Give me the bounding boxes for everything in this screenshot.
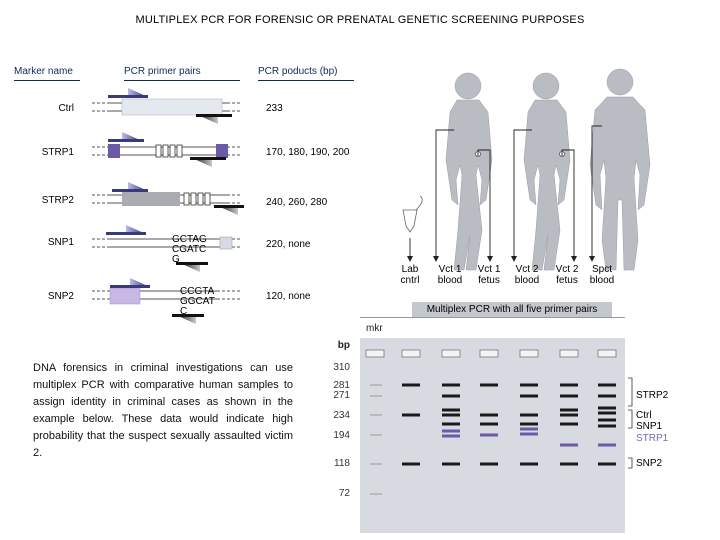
lane-label-line: Vct 1 [477, 264, 501, 275]
bp-value: 118 [334, 458, 350, 469]
header-marker-name: Marker name [14, 66, 73, 77]
snp1-sequence [172, 235, 207, 265]
product-sizes: 170, 180, 190, 200 [266, 147, 350, 158]
gel-band [402, 414, 420, 417]
header-primer-pairs: PCR primer pairs [124, 66, 201, 77]
gel-band [520, 414, 538, 417]
gel-band [480, 434, 498, 437]
gel-band [402, 384, 420, 387]
band-label-snp1: SNP1 [636, 421, 663, 432]
bp-value: 194 [333, 430, 350, 441]
bp-value: 271 [333, 390, 350, 401]
lane-label [393, 264, 427, 286]
product-sizes: 120, none [266, 291, 311, 302]
sequence-line: CGATC [172, 244, 207, 255]
gel-band [560, 395, 578, 398]
lane-label [510, 264, 544, 286]
lane-label-line: Vct 2 [555, 264, 579, 275]
lane-label-line: fetus [478, 275, 500, 286]
description-paragraph: DNA forensics in criminal investigations can use multiplex PCR with comparative human samples to assign identity in criminal cases as shown in the example below. These data would indicate high probability that the suspect sexually assaulted victim 2. [33, 362, 293, 459]
gel-band [480, 423, 498, 426]
lane-label [433, 264, 467, 286]
gel-band [442, 384, 460, 387]
lane-label-line: blood [514, 275, 540, 286]
gel-band [402, 463, 420, 466]
sequence-line: C [180, 306, 188, 317]
bp-value: 72 [338, 488, 350, 499]
marker-name: Ctrl [58, 103, 74, 114]
marker-name: STRP1 [41, 147, 74, 158]
gel-band [442, 423, 460, 426]
snp2-sequence [180, 287, 215, 317]
lane-label-line: cntrl [400, 275, 420, 286]
gel-band [520, 384, 538, 387]
bp-value: 281 [333, 380, 350, 391]
multiplex-banner: Multiplex PCR with all five primer pairs [412, 302, 612, 317]
gel-band [598, 407, 616, 410]
gel-band [560, 414, 578, 417]
gel-band [598, 419, 616, 422]
sequence-line: CCGTA [180, 286, 215, 297]
band-label-strp2: STRP2 [636, 390, 669, 401]
gel-bands [360, 338, 625, 533]
marker-name: STRP2 [41, 195, 74, 206]
gel-band [598, 463, 616, 466]
gel-band [560, 409, 578, 412]
product-sizes: 220, none [266, 239, 311, 250]
product-sizes: 233 [266, 103, 283, 114]
gel-band [560, 384, 578, 387]
gel-band [598, 444, 616, 447]
lane-label-line: Spct [591, 264, 612, 275]
marker-lane-label: mkr [366, 323, 383, 334]
gel-band [598, 412, 616, 415]
bp-value: 234 [333, 410, 350, 421]
marker-name: SNP2 [47, 291, 74, 302]
gel-band [520, 428, 538, 431]
divider [360, 317, 625, 318]
gel-band [480, 414, 498, 417]
gel-band [442, 409, 460, 412]
gel-band [560, 444, 578, 447]
bp-value: 310 [333, 362, 350, 373]
gel-band [520, 423, 538, 426]
band-label-ctrl: Ctrl [636, 410, 652, 421]
lane-label-line: blood [589, 275, 615, 286]
gel-band [598, 395, 616, 398]
gel-band [442, 414, 460, 417]
gel-band [442, 430, 460, 433]
lane-label-line: blood [437, 275, 463, 286]
gel [360, 338, 625, 533]
page-title: MULTIPLEX PCR FOR FORENSIC OR PRENATAL GENETIC SCREENING PURPOSES [135, 14, 585, 26]
lane-label-line: Vct 1 [438, 264, 462, 275]
header-pcr-products: PCR poducts (bp) [258, 66, 338, 77]
gel-band [520, 433, 538, 436]
lane-label-line: fetus [556, 275, 578, 286]
gel-band [442, 463, 460, 466]
sequence-line: GGCAT [180, 296, 215, 307]
lane-label [585, 264, 619, 286]
gel-band [442, 395, 460, 398]
marker-name: SNP1 [47, 237, 74, 248]
gel-band [480, 463, 498, 466]
gel-band [598, 425, 616, 428]
bp-unit-label: bp [337, 340, 350, 351]
band-label-strp1: STRP1 [636, 433, 669, 444]
sequence-line: GCTAG [172, 234, 207, 245]
lane-label [550, 264, 584, 286]
lane-label-line: Lab [401, 264, 419, 275]
lane-label-line: Vct 2 [515, 264, 539, 275]
sequence-line: G [172, 254, 180, 265]
gel-band [560, 463, 578, 466]
gel-band [480, 384, 498, 387]
gel-band [598, 384, 616, 387]
gel-band [560, 423, 578, 426]
lane-label [472, 264, 506, 286]
gel-band [520, 395, 538, 398]
gel-band [520, 463, 538, 466]
product-sizes: 240, 260, 280 [266, 197, 328, 208]
gel-band [442, 435, 460, 438]
band-label-snp2: SNP2 [636, 458, 663, 469]
